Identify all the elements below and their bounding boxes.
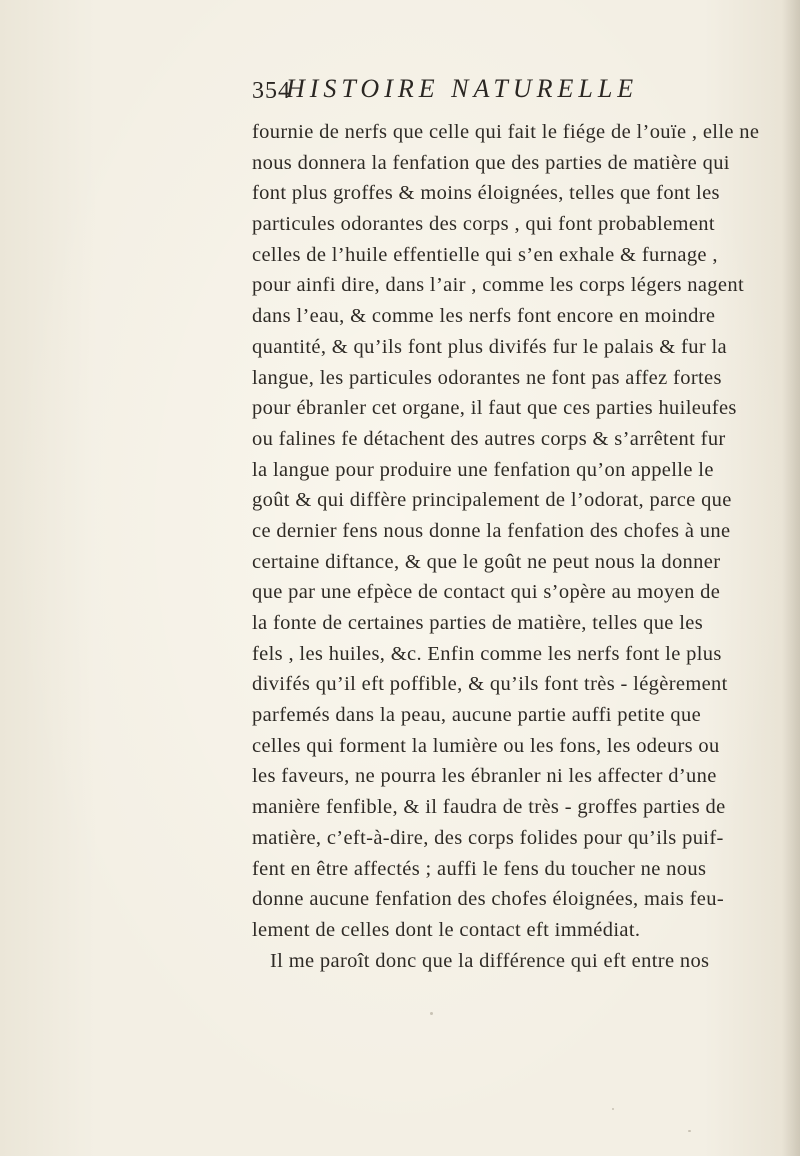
text-line: la langue pour produire une fenfation qu’on appelle le — [252, 458, 714, 481]
text-line: fournie de nerfs que celle qui fait le fiége de l’ouïe , elle ne — [252, 121, 760, 143]
text-line: fent en être affectés ; auffi le fens du toucher ne nous — [252, 857, 707, 880]
body-text — [252, 117, 760, 976]
paper-speck — [688, 1130, 691, 1132]
text-line: que par une efpèce de contact qui s’opère au moyen de — [252, 581, 721, 604]
text-line: langue, les particules odorantes ne font pas affez fortes — [252, 366, 722, 389]
text-line: particules odorantes des corps , qui font probablement — [252, 213, 715, 236]
text-line: font plus groffes & moins éloignées, telles que font les — [252, 182, 720, 205]
text-line: celles qui forment la lumière ou les fons, les odeurs ou — [252, 734, 720, 757]
text-line: divifés qu’il eft poffible, & qu’ils font très - légèrement — [252, 673, 728, 696]
text-line: les faveurs, ne pourra les ébranler ni les affecter d’une — [252, 765, 717, 788]
text-line: parfemés dans la peau, aucune partie auffi petite que — [252, 704, 702, 727]
page-number: 354 — [252, 78, 291, 104]
text-line: Il me paroît donc que la différence qui eft entre nos — [270, 949, 710, 972]
paper-speck — [430, 1012, 433, 1015]
text-line: certaine diftance, & que le goût ne peut nous la donner — [252, 550, 721, 573]
page-header — [252, 74, 692, 114]
text-line: matière, c’eft-à-dire, des corps folides pour qu’ils puif- — [252, 826, 724, 849]
text-line: quantité, & qu’ils font plus divifés fur le palais & fur la — [252, 335, 727, 358]
text-line: la fonte de certaines parties de matière, telles que les — [252, 612, 704, 634]
text-line: fels , les huiles, &c. Enfin comme les nerfs font le plus — [252, 642, 722, 665]
text-line: ce dernier fens nous donne la fenfation des chofes à une — [252, 519, 731, 542]
text-line: goût & qui diffère principalement de l’odorat, parce que — [252, 489, 732, 512]
text-line: celles de l’huile effentielle qui s’en exhale & furnage , — [252, 243, 718, 266]
text-line: lement de celles dont le contact eft immédiat. — [252, 918, 641, 941]
text-line: donne aucune fenfation des chofes éloignées, mais feu- — [252, 888, 725, 911]
text-line: pour ébranler cet organe, il faut que ces parties huileufes — [252, 397, 737, 420]
text-line: ou falines fe détachent des autres corps & s’arrêtent fur — [252, 427, 726, 450]
text-line: pour ainfi dire, dans l’air , comme les corps légers nagent — [252, 274, 744, 297]
text-line: nous donnera la fenfation que des parties de matière qui — [252, 151, 730, 174]
paper-speck — [612, 1108, 614, 1110]
text-line: manière fenfible, & il faudra de très - groffes parties de — [252, 796, 726, 819]
page-edge-shadow — [782, 0, 800, 1156]
text-line: dans l’eau, & comme les nerfs font encore en moindre — [252, 305, 716, 328]
running-head: HISTOIRE NATURELLE — [286, 74, 639, 103]
